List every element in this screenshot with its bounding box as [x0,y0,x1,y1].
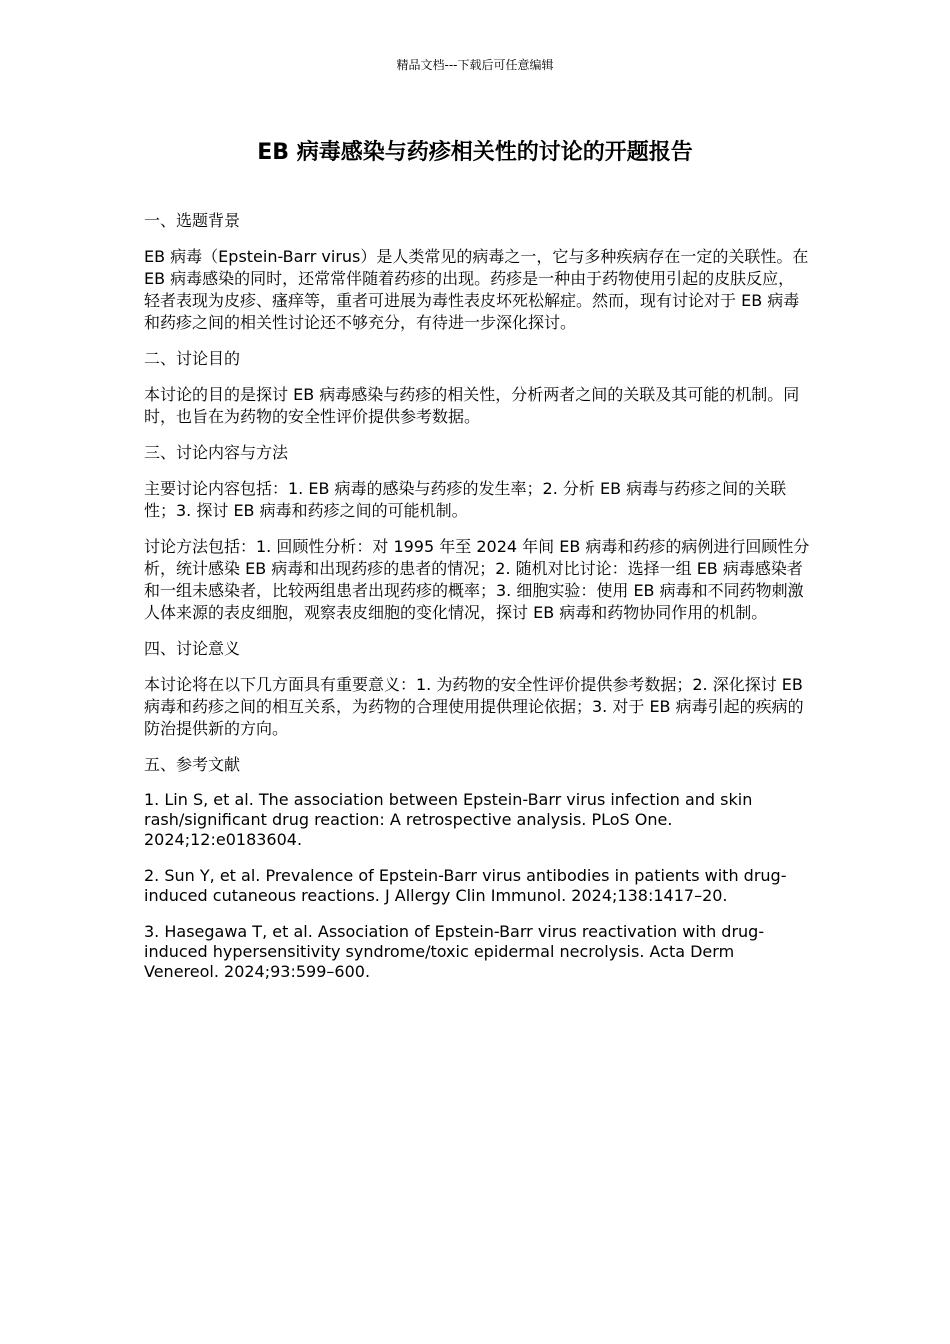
header-note: 精品文档---下载后可任意编辑 [396,58,554,72]
section-heading-significance: 四、讨论意义 [144,639,241,658]
section-paragraph: 本讨论将在以下几方面具有重要意义：1. 为药物的安全性评价提供参考数据；2. 深化探讨 EB 病毒和药疹之间的相互关系，为药物的合理使用提供理论依据；3. 对于 EB 病毒引起的疾病的防治提供新的方向。 [144,675,804,738]
reference-item: 1. Lin S, et al. The association between Epstein-Barr virus infection and skin rash/significant drug reaction: A retrospective analysis. PLoS One. 2024;12:e0183604. [144,790,753,849]
section-heading-background: 一、选题背景 [144,211,241,230]
section-paragraph: 本讨论的目的是探讨 EB 病毒感染与药疹的相关性，分析两者之间的关联及其可能的机制。同时，也旨在为药物的安全性评价提供参考数据。 [144,385,800,426]
reference-item: 2. Sun Y, et al. Prevalence of Epstein-Barr virus antibodies in patients with drug-induced cutaneous reactions. J Allergy Clin Immunol. 2024;138:1417–20. [144,866,787,905]
section-paragraph: 主要讨论内容包括：1. EB 病毒的感染与药疹的发生率；2. 分析 EB 病毒与药疹之间的关联性；3. 探讨 EB 病毒和药疹之间的可能机制。 [144,479,787,520]
section-heading-purpose: 二、讨论目的 [144,349,241,368]
section-paragraph: 讨论方法包括：1. 回顾性分析：对 1995 年至 2024 年间 EB 病毒和药疹的病例进行回顾性分析，统计感染 EB 病毒和出现药疹的患者的情况；2. 随机对比讨论：选择一组 EB 病毒感染者和一组未感染者，比较两组患者出现药疹的概率；3. 细胞实验：使用 EB 病毒和不同药物刺激人体来源的表皮细胞，观察表皮细胞的变化情况，探讨 EB 病毒和药物协同作用的机制。 [144,537,810,622]
document-body [144,210,810,998]
reference-item: 3. Hasegawa T, et al. Association of Epstein-Barr virus reactivation with drug-induced hypersensitivity syndrome/toxic epidermal necrolysis. Acta Derm Venereol. 2024;93:599–600. [144,922,765,981]
section-heading-content-methods: 三、讨论内容与方法 [144,443,289,462]
section-paragraph: EB 病毒（Epstein-Barr virus）是人类常见的病毒之一，它与多种疾病存在一定的关联性。在 EB 病毒感染的同时，还常常伴随着药疹的出现。药疹是一种由于药物使用引起的皮肤反应，轻者表现为皮疹、瘙痒等，重者可进展为毒性表皮坏死松解症。然而，现有讨论对于 EB 病毒和药疹之间的相关性讨论还不够充分，有待进一步深化探讨。 [144,247,809,332]
document-title: EB 病毒感染与药疹相关性的讨论的开题报告 [257,140,693,165]
section-heading-references: 五、参考文献 [144,755,241,774]
